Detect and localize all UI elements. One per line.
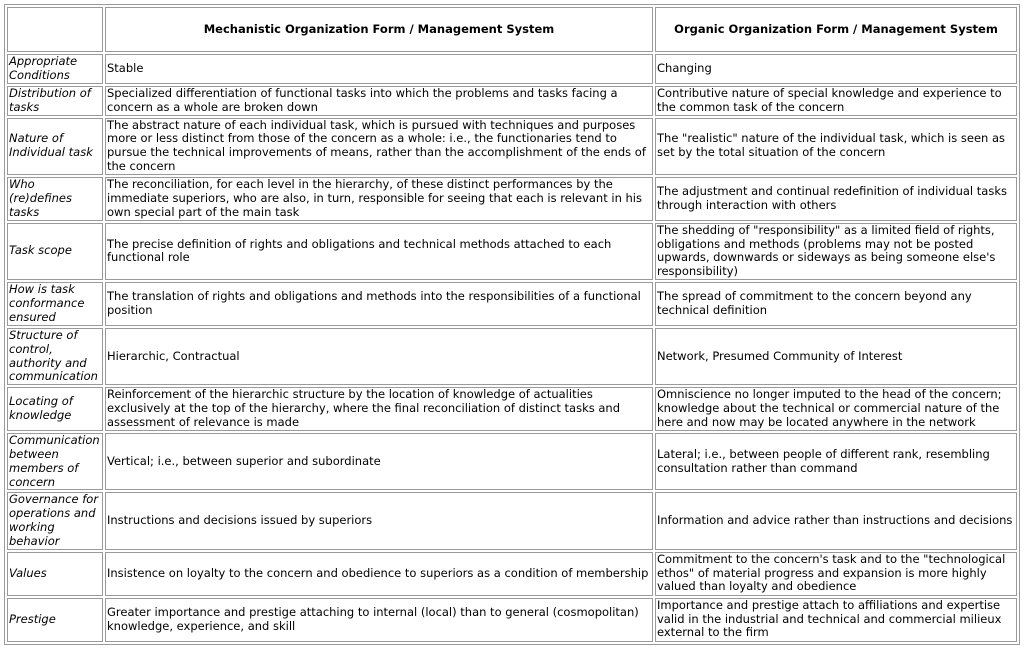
mechanistic-cell: The abstract nature of each individual task, which is pursued with techniques and purposes more or less distinct from those of the concern as a whole: i.e., the functionaries tend to pursue the technical improvements of means, rather than the accomplishment of the ends of the concern: [105, 118, 653, 175]
organic-cell: Lateral; i.e., between people of different rank, resembling consultation rather than command: [655, 433, 1017, 490]
table-row: [7, 118, 1017, 175]
row-label: Who (re)defines tasks: [7, 177, 103, 221]
organic-cell: The spread of commitment to the concern beyond any technical definition: [655, 282, 1017, 326]
organic-cell: The "realistic" nature of the individual task, which is seen as set by the total situation of the concern: [655, 118, 1017, 175]
row-label: Governance for operations and working behavior: [7, 492, 103, 549]
table-row: [7, 552, 1017, 596]
table-row: [7, 598, 1017, 642]
row-label: Nature of Individual task: [7, 118, 103, 175]
row-label: Communication between members of concern: [7, 433, 103, 490]
mechanistic-cell: Vertical; i.e., between superior and subordinate: [105, 433, 653, 490]
table-row: [7, 328, 1017, 385]
mechanistic-cell: Greater importance and prestige attaching to internal (local) than to general (cosmopolitan) knowledge, experience, and skill: [105, 598, 653, 642]
mechanistic-cell: The precise definition of rights and obligations and technical methods attached to each functional role: [105, 223, 653, 280]
mechanistic-cell: Instructions and decisions issued by superiors: [105, 492, 653, 549]
row-label: Structure of control, authority and communication: [7, 328, 103, 385]
organic-cell: The shedding of "responsibility" as a limited field of rights, obligations and methods (problems may not be posted upwards, downwards or sideways as being someone else's responsibility): [655, 223, 1017, 280]
organic-cell: Commitment to the concern's task and to the "technological ethos" of material progress and expansion is more highly valued than loyalty and obedience: [655, 552, 1017, 596]
organic-cell: Changing: [655, 54, 1017, 84]
organic-cell: The adjustment and continual redefinition of individual tasks through interaction with others: [655, 177, 1017, 221]
table-row: [7, 177, 1017, 221]
mechanistic-cell: Reinforcement of the hierarchic structure by the location of knowledge of actualities exclusively at the top of the hierarchy, where the final reconciliation of distinct tasks and assessment of relevance is made: [105, 387, 653, 431]
table-row: [7, 282, 1017, 326]
organic-cell: Contributive nature of special knowledge and experience to the common task of the concern: [655, 86, 1017, 116]
table-row: [7, 492, 1017, 549]
row-label: Prestige: [7, 598, 103, 642]
organic-cell: Information and advice rather than instructions and decisions: [655, 492, 1017, 549]
comparison-table: [4, 4, 1020, 645]
mechanistic-cell: Stable: [105, 54, 653, 84]
table-row: [7, 54, 1017, 84]
mechanistic-cell: The translation of rights and obligations and methods into the responsibilities of a functional position: [105, 282, 653, 326]
header-row: [7, 7, 1017, 52]
organic-cell: Importance and prestige attach to affiliations and expertise valid in the industrial and technical and commercial milieux external to the firm: [655, 598, 1017, 642]
mechanistic-cell: Hierarchic, Contractual: [105, 328, 653, 385]
organic-cell: Network, Presumed Community of Interest: [655, 328, 1017, 385]
row-label: How is task conformance ensured: [7, 282, 103, 326]
row-label: Appropriate Conditions: [7, 54, 103, 84]
table-row: [7, 433, 1017, 490]
mechanistic-cell: Insistence on loyalty to the concern and obedience to superiors as a condition of membership: [105, 552, 653, 596]
row-label: Task scope: [7, 223, 103, 280]
row-label: Locating of knowledge: [7, 387, 103, 431]
organic-cell: Omniscience no longer imputed to the head of the concern; knowledge about the technical or commercial nature of the here and now may be located anywhere in the network: [655, 387, 1017, 431]
mechanistic-column-header: Mechanistic Organization Form / Management System: [105, 7, 653, 52]
table-row: [7, 387, 1017, 431]
corner-header-cell: [7, 7, 103, 52]
mechanistic-cell: The reconciliation, for each level in the hierarchy, of these distinct performances by the immediate superiors, who are also, in turn, responsible for seeing that each is relevant in his own special part of the main task: [105, 177, 653, 221]
organic-column-header: Organic Organization Form / Management System: [655, 7, 1017, 52]
table-row: [7, 86, 1017, 116]
row-label: Distribution of tasks: [7, 86, 103, 116]
mechanistic-cell: Specialized differentiation of functional tasks into which the problems and tasks facing a concern as a whole are broken down: [105, 86, 653, 116]
table-row: [7, 223, 1017, 280]
row-label: Values: [7, 552, 103, 596]
